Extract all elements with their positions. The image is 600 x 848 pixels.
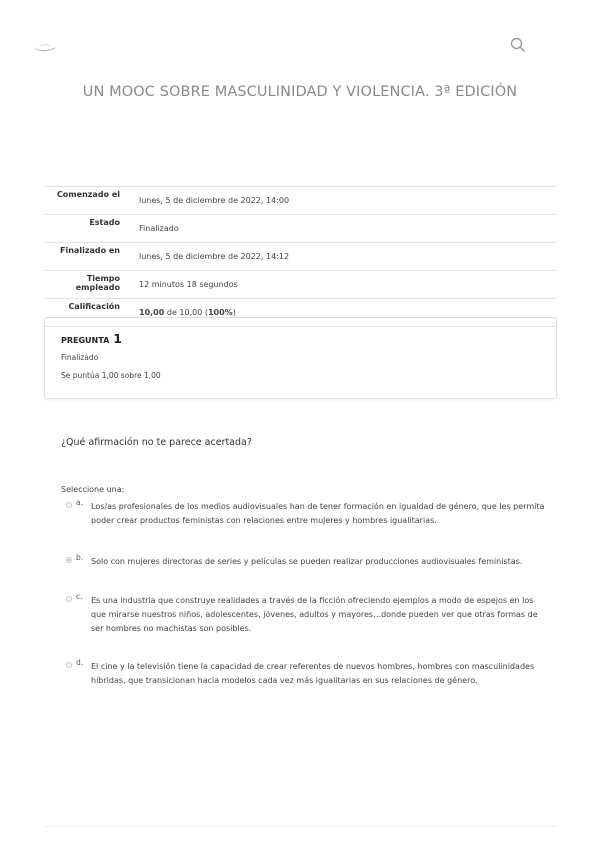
summary-row (44, 271, 557, 299)
answer-letter: b. (76, 553, 84, 562)
question-info-box (44, 317, 557, 399)
answer-text: Los/as profesionales de los medios audiovisuales han de tener formación en igualdad de género, que les permita poder crear productos feministas con relaciones entre mujeres y hombres igualitarias. (91, 502, 545, 525)
answer-text: El cine y la televisión tiene la capacidad de crear referentes de nuevos hombres, hombres con masculinidades híbridas, que transicionan hacia modelos cada vez más igualitarias en sus relaciones de género. (91, 662, 535, 685)
answer-prompt: Seleccione una: (61, 485, 125, 494)
grade-score: 10,00 (139, 308, 165, 317)
summary-row (44, 215, 557, 243)
radio-button[interactable] (66, 662, 72, 668)
summary-value: lunes, 5 de diciembre de 2022, 14:12 (120, 243, 557, 271)
search-icon[interactable] (510, 37, 526, 53)
divider (44, 826, 557, 827)
grade-percent: 100% (207, 308, 233, 317)
answer-letter: c. (76, 592, 83, 601)
question-number (61, 331, 122, 346)
summary-row (44, 243, 557, 271)
grade-out-of: de 10,00 ( (166, 308, 208, 317)
attempt-summary-table (44, 186, 557, 327)
radio-button-selected[interactable] (66, 557, 72, 563)
summary-value: Finalizado (120, 215, 557, 243)
summary-value: 12 minutos 18 segundos (120, 271, 557, 299)
summary-key: Tiempo empleado (44, 271, 120, 299)
radio-button[interactable] (66, 596, 72, 602)
summary-key: Estado (44, 215, 120, 243)
question-grade: Se puntúa 1,00 sobre 1,00 (61, 371, 161, 380)
answer-letter: a. (76, 498, 83, 507)
answer-letter: d. (76, 658, 84, 667)
summary-key: Calificación (44, 299, 120, 327)
summary-row (44, 187, 557, 215)
summary-key: Finalizado en (44, 243, 120, 271)
site-logo[interactable] (33, 40, 57, 54)
question-number-value: 1 (113, 331, 122, 346)
question-state: Finalizado (61, 353, 99, 362)
question-text: ¿Qué afirmación no te parece acertada? (61, 437, 252, 448)
summary-value: lunes, 5 de diciembre de 2022, 14:00 (120, 187, 557, 215)
question-label: PREGUNTA (61, 336, 110, 345)
radio-button[interactable] (66, 502, 72, 508)
course-title: UN MOOC SOBRE MASCULINIDAD Y VIOLENCIA. 3ª EDICIÓN (82, 84, 518, 100)
grade-close: ) (232, 308, 236, 317)
summary-key: Comenzado el (44, 187, 120, 215)
answer-text: Es una industria que construye realidades a través de la ficción ofreciendo ejemplos a modo de espejos en los que mirarse nuestros niños, adolescentes, jóvenes, adultos y mayores…donde pueden ver que otras formas de ser hombres no machistas son posibles. (91, 596, 538, 633)
answer-text: Solo con mujeres directoras de series y películas se pueden realizar producciones audiovisuales feministas. (91, 557, 523, 566)
